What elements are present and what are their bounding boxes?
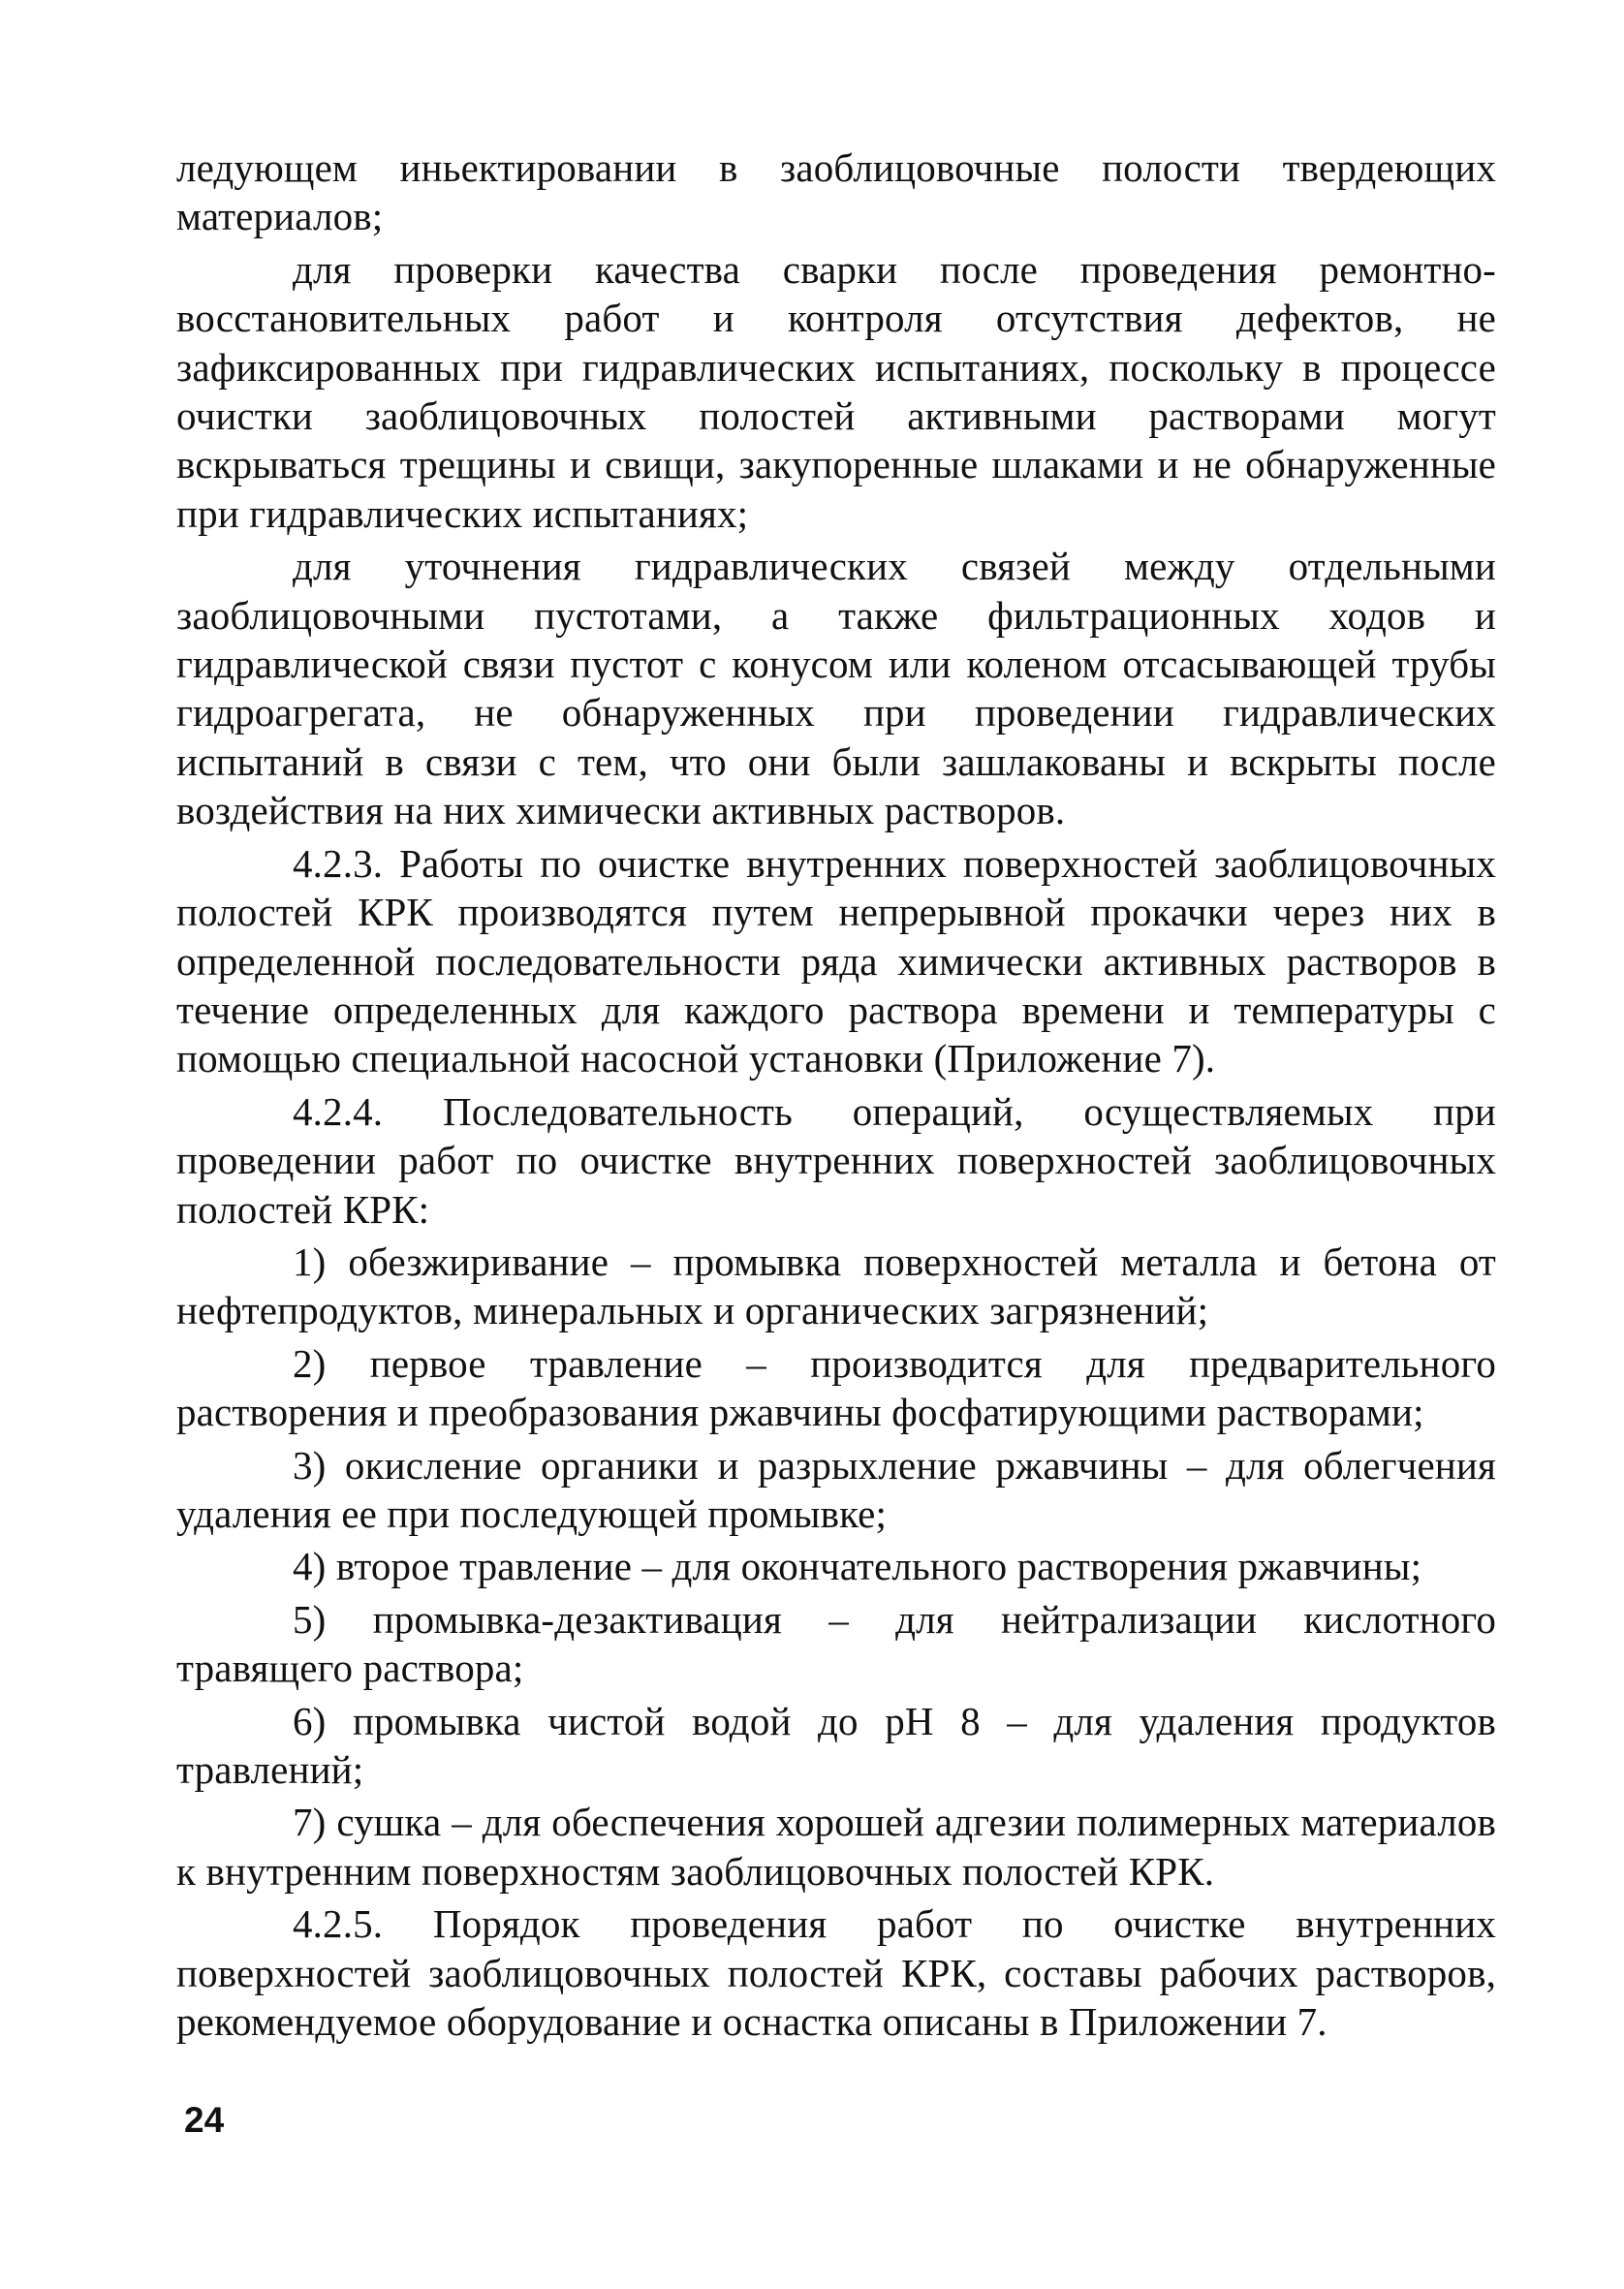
paragraph-4-2-5: 4.2.5. Порядок проведения работ по очистке внутренних поверхностей заоблицовочных полостей КРК, составы рабочих растворов, рекомендуемое оборудование и оснастка описаны в Приложении 7.	[176, 1901, 1496, 2045]
list-item-1: 1) обезжиривание – промывка поверхностей металла и бетона от нефтепродуктов, минеральных и органических загрязнений;	[176, 1239, 1496, 1333]
page-number: 24	[184, 2100, 225, 2140]
list-item-2: 2) первое травление – производится для предварительного растворения и преобразования ржавчины фосфатирующими растворами;	[176, 1340, 1496, 1435]
list-item-6: 6) промывка чистой водой до pH 8 – для удаления продуктов травлений;	[176, 1698, 1496, 1792]
paragraph-continuation: ледующем иньектировании в заоблицовочные полости твердеющих материалов;	[176, 145, 1496, 239]
list-item-3: 3) окисление органики и разрыхление ржавчины – для облегчения удаления ее при последующей промывке;	[176, 1442, 1496, 1536]
list-item-5: 5) промывка-дезактивация – для нейтрализации кислотного травящего раствора;	[176, 1596, 1496, 1691]
body-text	[176, 143, 1496, 2050]
paragraph-4-2-3: 4.2.3. Работы по очистке внутренних поверхностей заоблицовочных полостей КРК производятся путем непрерывной прокачки через них в определенной последовательности ряда химически активных растворов в течение определенных для каждого раствора времени и температуры с помощью специальной насосной установки (Приложение 7).	[176, 840, 1496, 1082]
list-item-4: 4) второе травление – для окончательного растворения ржавчины;	[293, 1544, 1422, 1589]
paragraph-weld-check: для проверки качества сварки после проведения ремонтно-восстановительных работ и контроля отсутствия дефектов, не зафиксированных при гидравлических испытаниях, поскольку в процессе очистки заоблицовочных полостей активными растворами могут вскрываться трещины и свищи, закупоренные шлаками и не обнаруженные при гидравлических испытаниях;	[176, 246, 1496, 536]
list-item-7: 7) сушка – для обеспечения хорошей адгезии полимерных материалов к внутренним поверхностям заоблицовочных полостей КРК.	[176, 1800, 1496, 1894]
paragraph-hydraulic-links: для уточнения гидравлических связей между отдельными заоблицовочными пустотами, а также фильтрационных ходов и гидравлической связи пустот с конусом или коленом отсасывающей трубы гидроагрегата, не обнаруженных при проведении гидравлических испытаний в связи с тем, что они были зашлакованы и вскрыты после воздействия на них химически активных растворов.	[176, 544, 1496, 833]
paragraph-4-2-4: 4.2.4. Последовательность операций, осуществляемых при проведении работ по очистке внутренних поверхностей заоблицовочных полостей КРК:	[176, 1088, 1496, 1232]
